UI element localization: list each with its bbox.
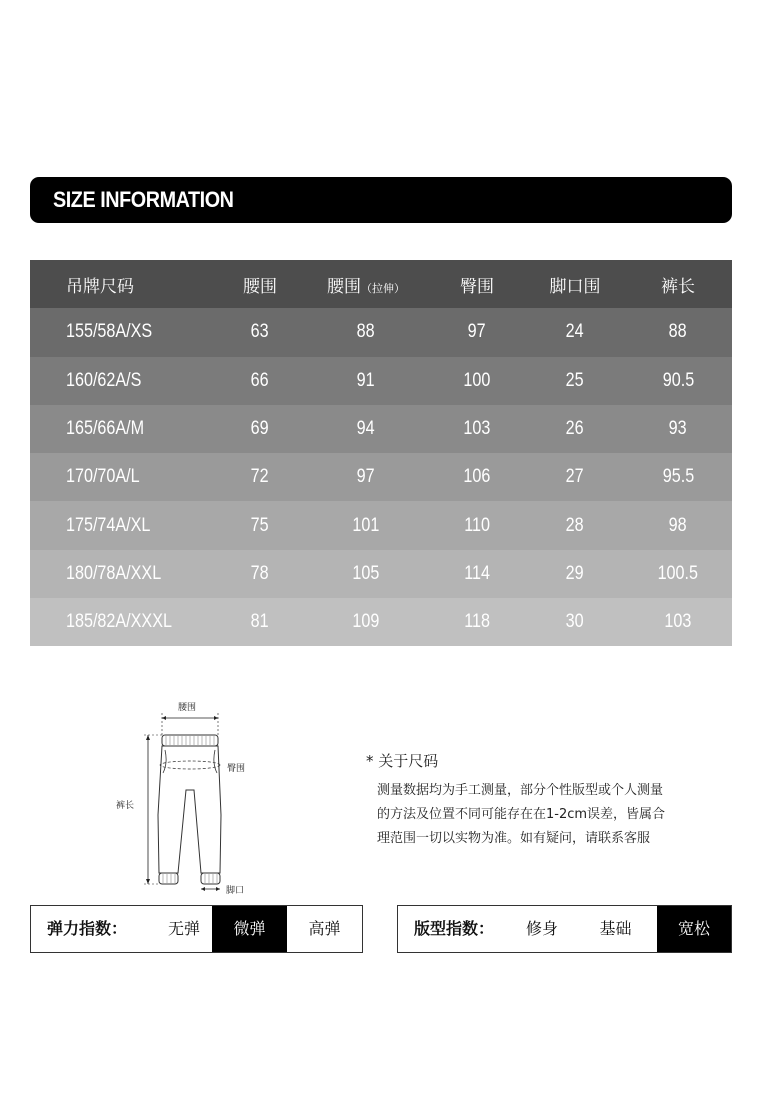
cell-length xyxy=(624,598,732,646)
cell-waist-stretched xyxy=(304,453,428,501)
cell-value: 100 xyxy=(463,369,491,391)
cell-hip xyxy=(428,357,526,405)
elastic-option-high: 高弹 xyxy=(308,919,341,938)
table-header-row xyxy=(30,260,732,308)
cell-value: 170/70A/L xyxy=(66,466,140,488)
cell-value: 103 xyxy=(463,418,491,440)
cell-tag-size xyxy=(30,501,216,549)
cell-hip xyxy=(428,405,526,453)
header-waist-stretched xyxy=(304,260,428,308)
table-row xyxy=(30,598,732,646)
cell-value: 29 xyxy=(566,562,584,584)
cell-hip xyxy=(428,598,526,646)
diagram-waist-label: 腰围 xyxy=(178,703,197,713)
cell-hem xyxy=(526,598,624,646)
cell-value: 106 xyxy=(463,466,491,488)
cell-tag-size xyxy=(30,453,216,501)
table-row xyxy=(30,308,732,356)
cell-hip xyxy=(428,501,526,549)
table-row xyxy=(30,357,732,405)
cell-value: 78 xyxy=(251,562,269,584)
cell-waist xyxy=(216,550,304,598)
cell-hem xyxy=(526,501,624,549)
table-row xyxy=(30,501,732,549)
cell-waist-stretched xyxy=(304,501,428,549)
cell-value: 97 xyxy=(468,321,486,343)
cell-hem xyxy=(526,550,624,598)
notes-line: 测量数据均为手工测量，部分个性版型或个人测量 xyxy=(377,783,664,798)
cell-value: 97 xyxy=(357,466,375,488)
cell-waist xyxy=(216,453,304,501)
cell-waist xyxy=(216,598,304,646)
cell-waist-stretched xyxy=(304,308,428,356)
cell-waist-stretched xyxy=(304,550,428,598)
cell-hip xyxy=(428,453,526,501)
cell-value: 72 xyxy=(251,466,269,488)
header-hem: 脚口围 xyxy=(549,276,601,297)
cell-value: 25 xyxy=(566,369,584,391)
header-waist-stretched-label: 腰围 xyxy=(327,276,361,297)
cell-value: 94 xyxy=(357,418,375,440)
section-banner xyxy=(30,177,732,223)
cell-length xyxy=(624,357,732,405)
cell-value: 93 xyxy=(669,418,687,440)
elastic-index-label: 弹力指数： xyxy=(47,919,128,938)
cell-value: 75 xyxy=(251,514,269,536)
elastic-option-slight: 微弹 xyxy=(212,906,287,952)
cell-value: 105 xyxy=(352,562,380,584)
table-row xyxy=(30,453,732,501)
fit-option-regular: 基础 xyxy=(599,919,632,938)
cell-waist xyxy=(216,308,304,356)
cell-waist-stretched xyxy=(304,405,428,453)
fit-index xyxy=(397,905,732,953)
cell-waist-stretched xyxy=(304,357,428,405)
cell-value: 63 xyxy=(251,321,269,343)
section-title: SIZE INFORMATION xyxy=(53,187,234,212)
header-tag-size: 吊牌尺码 xyxy=(66,276,134,297)
fit-option-slim: 修身 xyxy=(525,919,558,938)
cell-value: 118 xyxy=(464,611,490,633)
cell-hem xyxy=(526,453,624,501)
cell-value: 27 xyxy=(566,466,584,488)
cell-value: 30 xyxy=(566,611,584,633)
cell-tag-size xyxy=(30,598,216,646)
cell-waist xyxy=(216,357,304,405)
cell-hem xyxy=(526,357,624,405)
size-notes xyxy=(366,750,665,851)
cell-value: 165/66A/M xyxy=(66,418,145,440)
cell-tag-size xyxy=(30,405,216,453)
cell-value: 69 xyxy=(251,418,269,440)
size-table xyxy=(30,260,732,646)
diagram-hip-label: 臀围 xyxy=(227,764,246,774)
header-stretch-note: （拉伸） xyxy=(361,281,405,295)
cell-hem xyxy=(526,308,624,356)
notes-line: 的方法及位置不同可能存在在1-2cm误差，皆属合 xyxy=(377,807,666,822)
fit-option-loose: 宽松 xyxy=(657,906,731,952)
cell-hip xyxy=(428,550,526,598)
pants-diagram xyxy=(110,695,270,905)
cell-value: 103 xyxy=(664,611,692,633)
cell-value: 180/78A/XXL xyxy=(66,562,162,584)
cell-value: 109 xyxy=(352,611,380,633)
elastic-option-none: 无弹 xyxy=(167,919,200,938)
cell-value: 155/58A/XS xyxy=(66,321,153,343)
table-row xyxy=(30,550,732,598)
header-length: 裤长 xyxy=(661,276,695,297)
cell-value: 185/82A/XXXL xyxy=(66,611,172,633)
diagram-hem-label: 脚口 xyxy=(226,886,245,896)
cell-length xyxy=(624,550,732,598)
cell-tag-size xyxy=(30,357,216,405)
cell-length xyxy=(624,308,732,356)
cell-value: 81 xyxy=(251,611,269,633)
cell-waist-stretched xyxy=(304,598,428,646)
cell-value: 98 xyxy=(669,514,687,536)
cell-value: 91 xyxy=(357,369,375,391)
cell-value: 110 xyxy=(464,514,490,536)
cell-value: 24 xyxy=(566,321,584,343)
cell-waist xyxy=(216,405,304,453)
fit-index-label: 版型指数： xyxy=(414,919,495,938)
header-waist: 腰围 xyxy=(243,276,277,297)
cell-value: 175/74A/XL xyxy=(66,514,151,536)
pants-measure-illustration xyxy=(110,695,270,905)
cell-value: 95.5 xyxy=(662,466,694,488)
notes-title: * 关于尺码 xyxy=(366,752,439,770)
cell-length xyxy=(624,405,732,453)
cell-tag-size xyxy=(30,550,216,598)
cell-value: 114 xyxy=(464,562,490,584)
cell-value: 160/62A/S xyxy=(66,369,142,391)
elastic-index xyxy=(30,905,363,953)
cell-hip xyxy=(428,308,526,356)
cell-value: 66 xyxy=(251,369,269,391)
cell-value: 100.5 xyxy=(657,562,699,584)
cell-waist xyxy=(216,501,304,549)
cell-value: 26 xyxy=(566,418,584,440)
cell-length xyxy=(624,501,732,549)
cell-value: 90.5 xyxy=(662,369,694,391)
cell-tag-size xyxy=(30,308,216,356)
cell-length xyxy=(624,453,732,501)
cell-value: 28 xyxy=(566,514,584,536)
header-hip: 臀围 xyxy=(460,276,494,297)
cell-value: 88 xyxy=(357,321,375,343)
diagram-length-label: 裤长 xyxy=(116,801,135,811)
cell-hem xyxy=(526,405,624,453)
cell-value: 101 xyxy=(352,514,380,536)
cell-value: 88 xyxy=(669,321,687,343)
notes-line: 理范围一切以实物为准。如有疑问，请联系客服 xyxy=(377,831,651,846)
table-row xyxy=(30,405,732,453)
